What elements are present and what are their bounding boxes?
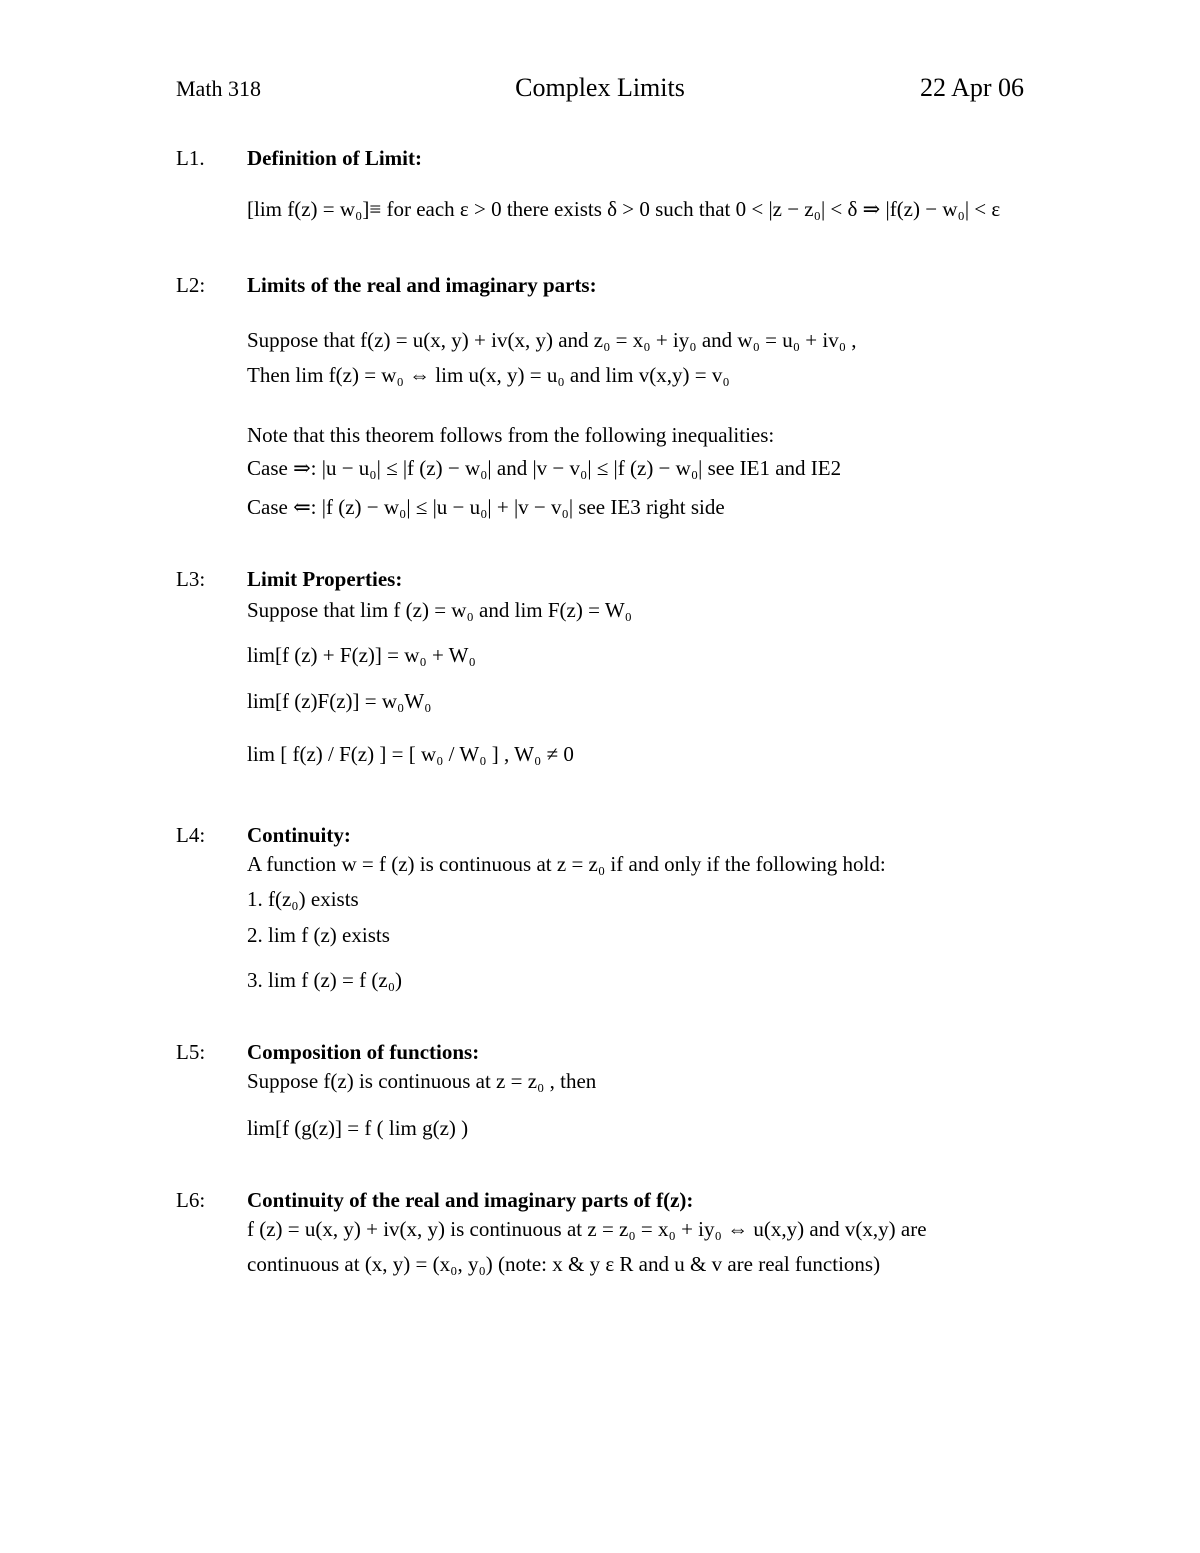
section-label: L6:	[176, 1188, 206, 1212]
product-property-line: lim[f (z)F(z)] = w₀W₀	[247, 688, 432, 713]
section-title: Limit Properties:	[247, 567, 403, 591]
suppose-line: Suppose that f(z) = u(x, y) + iv(x, y) and z₀ = x₀ + iy₀ and w₀ = u₀ + iv₀ ,	[247, 328, 857, 353]
composition-line: lim[f (g(z)] = f ( lim g(z) )	[247, 1116, 469, 1141]
condition-2: 2. lim f (z) exists	[247, 922, 390, 947]
page-header	[176, 72, 1024, 106]
note-line: Note that this theorem follows from the following inequalities:	[247, 422, 775, 447]
sum-property-line: lim[f (z) + F(z)] = w₀ + W₀	[247, 643, 476, 668]
section-label: L3:	[176, 567, 206, 591]
suppose-line: Suppose that lim f (z) = w₀ and lim F(z) = W₀	[247, 598, 632, 623]
definition-line: [lim f(z) = w₀]≡ for each ε > 0 there exists δ > 0 such that 0 < |z − z₀| < δ ⇒ |f(z) − w₀| < ε	[247, 197, 1001, 222]
continuity-definition-line: A function w = f (z) is continuous at z = z₀ if and only if the following hold:	[247, 852, 886, 877]
case-backward-line: Case ⇐: |f (z) − w₀| ≤ |u − u₀| + |v − v₀| see IE3 right side	[247, 494, 725, 519]
page-title: Complex Limits	[515, 73, 685, 102]
section-label: L1.	[176, 146, 205, 170]
quotient-property-line: lim [ f(z) / F(z) ] = [ w₀ / W₀ ] , W₀ ≠ 0	[247, 741, 574, 766]
section-title: Composition of functions:	[247, 1040, 480, 1064]
section-title: Limits of the real and imaginary parts:	[247, 273, 597, 297]
section-title: Continuity of the real and imaginary parts of f(z):	[247, 1188, 694, 1212]
section-title: Definition of Limit:	[247, 146, 422, 170]
course-name: Math 318	[176, 76, 261, 101]
section-title: Continuity:	[247, 823, 351, 847]
section-label: L4:	[176, 823, 206, 847]
section-label: L5:	[176, 1040, 206, 1064]
condition-3: 3. lim f (z) = f (z₀)	[247, 967, 403, 992]
section-label: L2:	[176, 273, 206, 297]
condition-1: 1. f(z₀) exists	[247, 887, 359, 912]
case-forward-line: Case ⇒: |u − u₀| ≤ |f (z) − w₀| and |v − v₀| ≤ |f (z) − w₀| see IE1 and IE2	[247, 455, 842, 480]
suppose-line: Suppose f(z) is continuous at z = z₀ , then	[247, 1069, 597, 1094]
continuity-note-line: continuous at (x, y) = (x₀, y₀) (note: x & y ε R and u & v are real functions)	[247, 1252, 881, 1277]
then-line: Then lim f(z) = w₀ ⇔ lim u(x, y) = u₀ and lim v(x,y) = v₀	[247, 363, 730, 388]
continuity-parts-line: f (z) = u(x, y) + iv(x, y) is continuous at z = z₀ = x₀ + iy₀ ⇔ u(x,y) and v(x,y) are	[247, 1217, 927, 1242]
page-date: 22 Apr 06	[920, 73, 1024, 102]
